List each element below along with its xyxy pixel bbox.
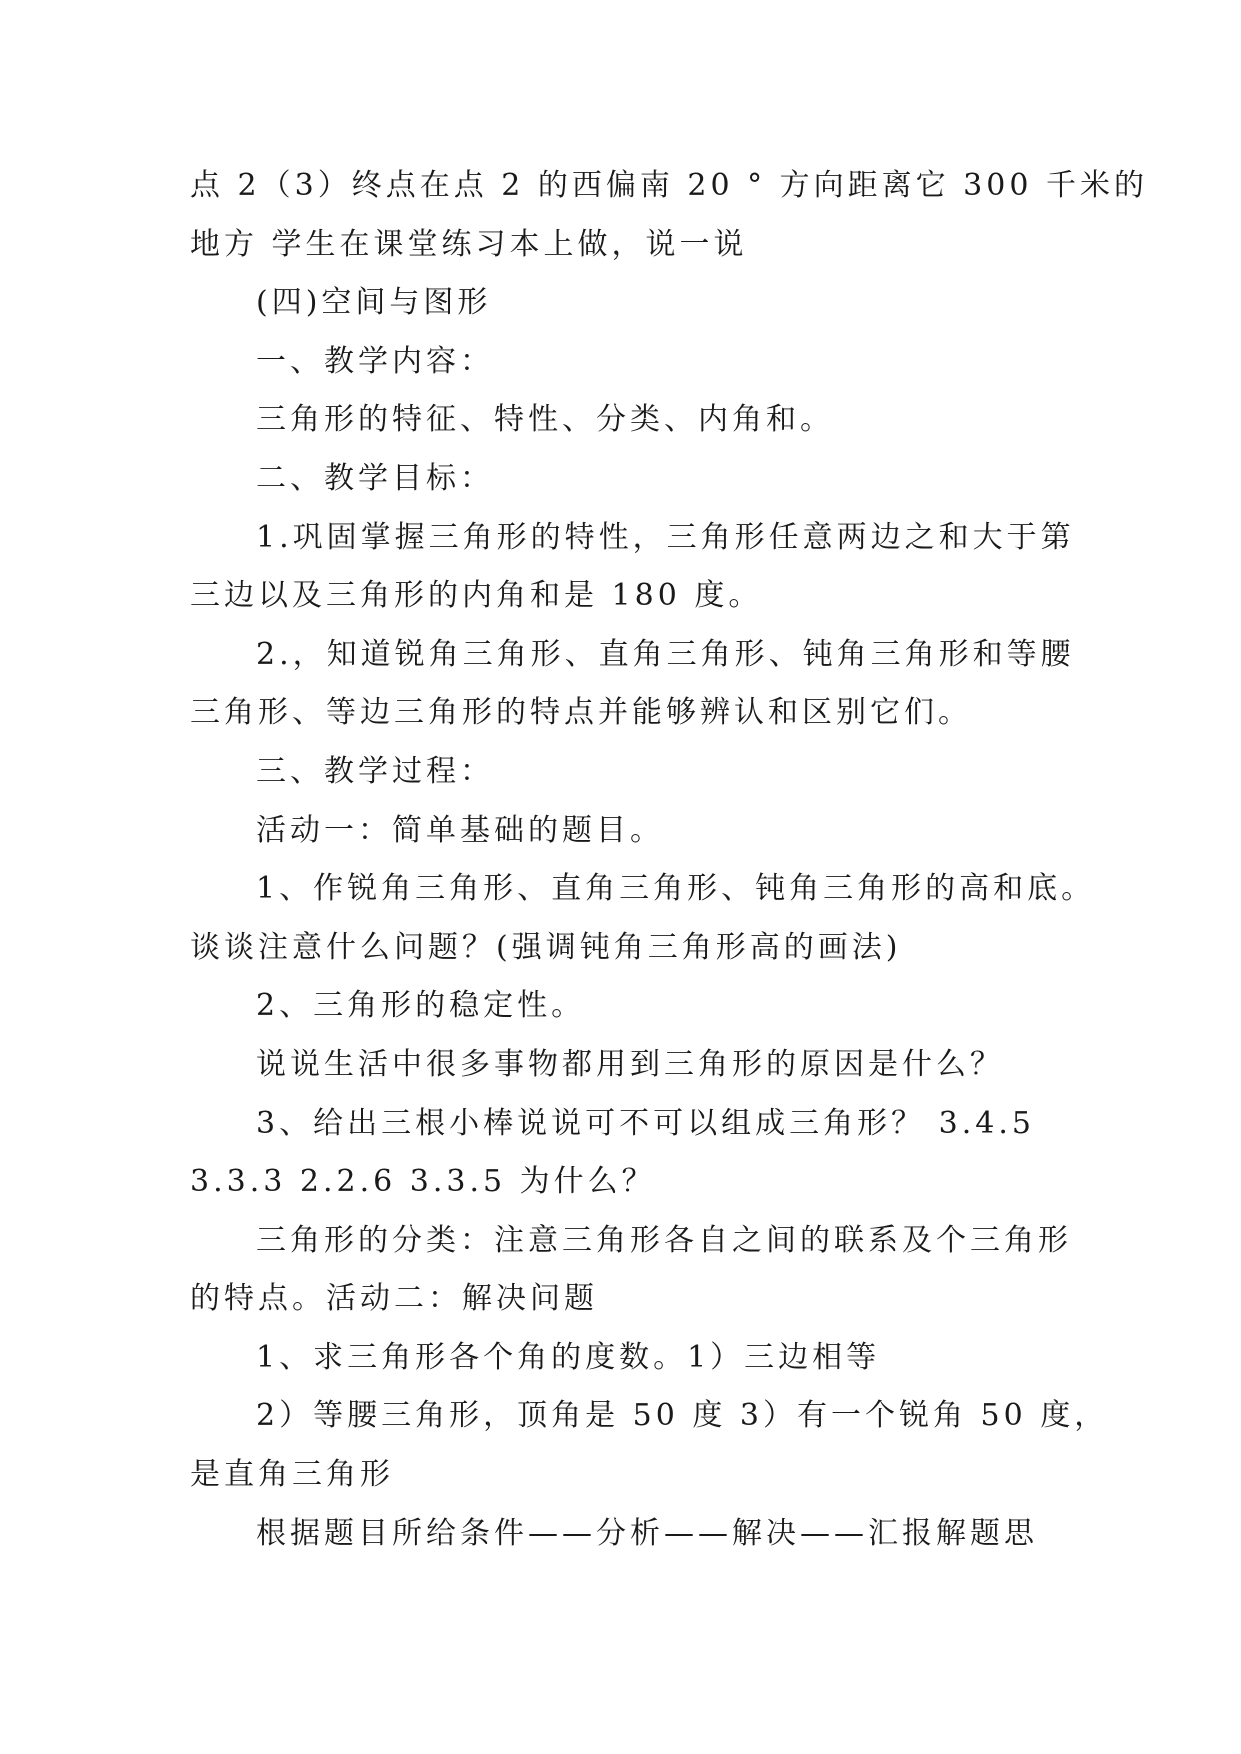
text-line: 三角形的分类：注意三角形各自之间的联系及个三角形: [256, 1222, 1072, 1258]
text-line: 是直角三角形: [190, 1457, 394, 1493]
text-line: 三角形的特征、特性、分类、内角和。: [256, 402, 834, 438]
subsection-heading: 二、教学目标：: [256, 460, 494, 496]
text-line: 2）等腰三角形，顶角是 50 度 3）有一个锐角 50 度，: [256, 1398, 1109, 1434]
text-line: 说说生活中很多事物都用到三角形的原因是什么？: [256, 1046, 1004, 1082]
text-line: 3.3.3 2.2.6 3.3.5 为什么？: [190, 1164, 656, 1200]
text-line: 三角形、等边三角形的特点并能够辨认和区别它们。: [190, 695, 972, 731]
text-line: 1.巩固掌握三角形的特性，三角形任意两边之和大于第: [256, 519, 1075, 555]
text-line: 的特点。活动二：解决问题: [190, 1281, 598, 1317]
text-line: 活动一：简单基础的题目。: [256, 812, 664, 848]
text-line: 3、给出三根小棒说说可不可以组成三角形？ 3.4.5: [256, 1105, 1035, 1141]
text-line: 1、作锐角三角形、直角三角形、钝角三角形的高和底。: [256, 871, 1096, 907]
text-line: 地方 学生在课堂练习本上做，说一说: [190, 226, 748, 262]
text-line: 谈谈注意什么问题？(强调钝角三角形高的画法): [190, 929, 902, 965]
text-line: 根据题目所给条件——分析——解决——汇报解题思: [256, 1515, 1038, 1551]
text-line: 1、求三角形各个角的度数。1）三边相等: [256, 1339, 881, 1375]
text-line: 2、三角形的稳定性。: [256, 988, 586, 1024]
subsection-heading: 一、教学内容：: [256, 343, 494, 379]
text-line: 三边以及三角形的内角和是 180 度。: [190, 578, 763, 614]
subsection-heading: 三、教学过程：: [256, 753, 494, 789]
text-line: 2.，知道锐角三角形、直角三角形、钝角三角形和等腰: [256, 636, 1075, 672]
section-heading: (四)空间与图形: [256, 285, 492, 321]
text-line: 点 2（3）终点在点 2 的西偏南 20 ° 方向距离它 300 千米的: [190, 168, 1148, 203]
document-body: [190, 157, 1148, 1563]
